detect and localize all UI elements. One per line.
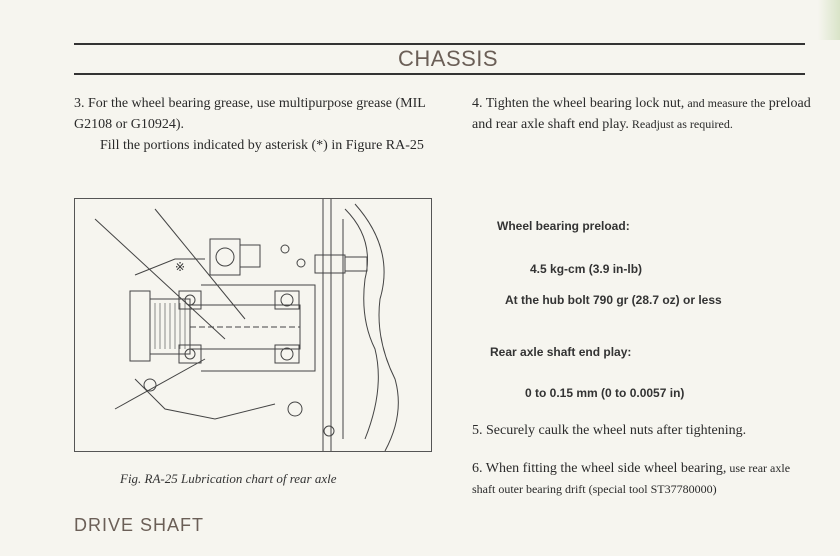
step-5-text: 5. Securely caulk the wheel nuts after tightening. bbox=[472, 423, 747, 438]
step-4-small: and measure the bbox=[684, 96, 766, 110]
step-6-main2: axle shaft outer bearing drift (special tool ST37780000) bbox=[472, 461, 791, 496]
page-corner-tint bbox=[818, 0, 840, 40]
rear-axle-diagram bbox=[75, 199, 431, 451]
page-header-title: CHASSIS bbox=[398, 46, 499, 71]
step-4-main: 4. Tighten the wheel bearing lock nut, bbox=[472, 96, 685, 111]
header-rule-bottom bbox=[74, 73, 805, 75]
step-4-main2: preload and rear axle shaft end play. bbox=[472, 96, 811, 132]
step-6-main: 6. When fitting the wheel side wheel bearing, bbox=[472, 461, 727, 476]
step-6-small: use rear bbox=[726, 461, 768, 475]
step-6-text bbox=[472, 458, 812, 500]
section-title-drive-shaft: DRIVE SHAFT bbox=[74, 515, 205, 535]
figure-caption: Fig. RA-25 Lubrication chart of rear axle bbox=[120, 471, 337, 486]
header-rule-top bbox=[74, 43, 805, 45]
step-4-small2: Readjust as required. bbox=[628, 117, 733, 131]
spec-preload-value: 4.5 kg-cm (3.9 in-lb) bbox=[530, 262, 643, 276]
spec-endplay-label: Rear axle shaft end play: bbox=[490, 345, 632, 359]
step-4-text bbox=[472, 93, 812, 135]
spec-preload-label: Wheel bearing preload: bbox=[497, 219, 630, 233]
figure-ra25-drawing bbox=[74, 198, 432, 452]
spec-endplay-value: 0 to 0.15 mm (0 to 0.0057 in) bbox=[525, 386, 685, 400]
asterisk-marker: ※ bbox=[175, 260, 186, 274]
step-3-figure-note: Fill the portions indicated by asterisk (*) in Figure RA-25 bbox=[100, 138, 424, 153]
spec-hub-bolt: At the hub bolt 790 gr (28.7 oz) or less bbox=[505, 293, 722, 307]
step-3-text: 3. For the wheel bearing grease, use multipurpose grease (MIL G2108 or G10924). bbox=[74, 96, 426, 132]
